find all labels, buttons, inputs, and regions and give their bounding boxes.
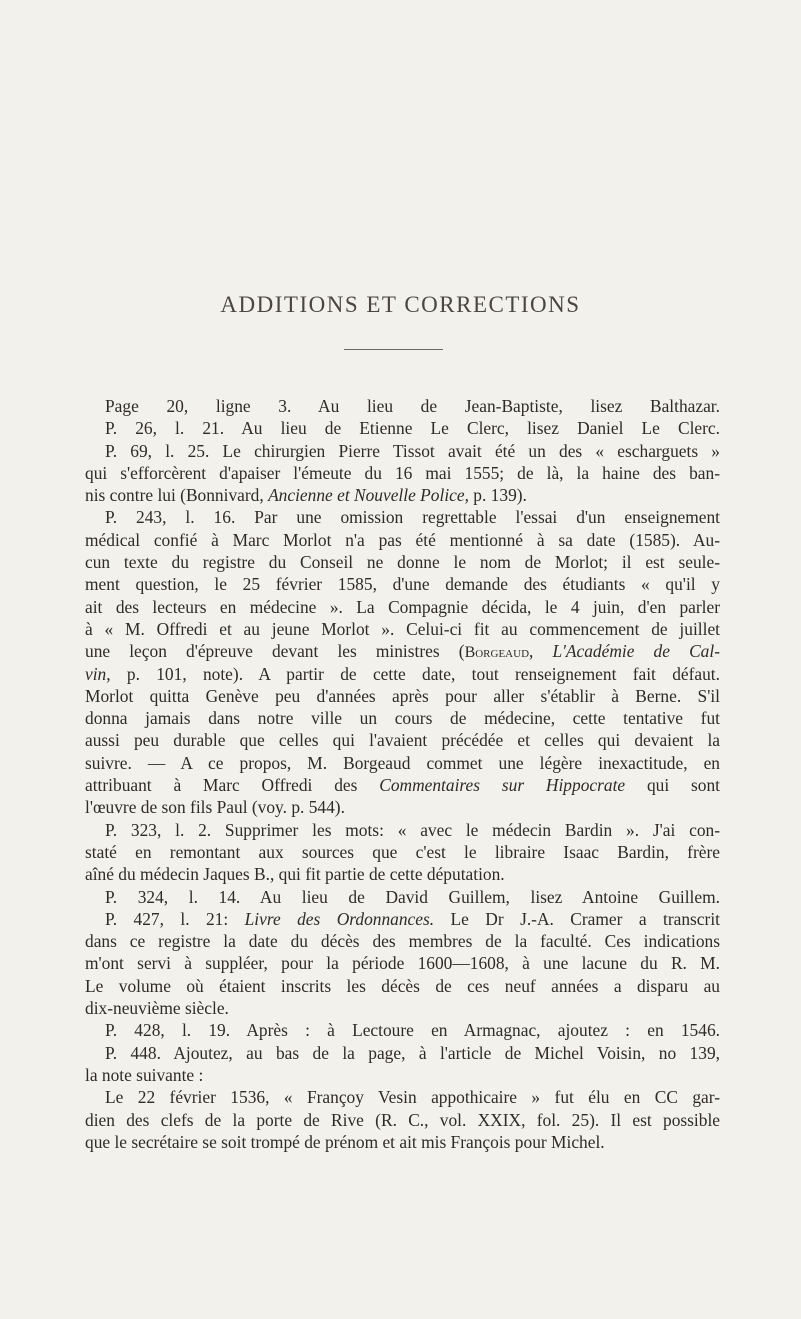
text-line xyxy=(85,417,720,439)
text-segment: Morlot quitta Genève peu d'années après pour aller s'établir à Berne. S'il xyxy=(85,685,720,706)
text-segment: la note suivante : xyxy=(85,1064,204,1085)
text-line xyxy=(85,796,720,818)
text-segment: attribuant à Marc Offredi des xyxy=(85,775,380,796)
text-line xyxy=(85,1042,720,1064)
text-segment: qui sont xyxy=(625,775,720,796)
text-line xyxy=(85,908,720,930)
italic-text: Commentaires sur Hippocrate xyxy=(379,775,626,796)
text-segment: cun texte du registre du Conseil ne donne le nom de Morlot; il est seule- xyxy=(85,552,720,573)
text-line xyxy=(85,774,720,796)
text-line xyxy=(85,506,720,528)
text-segment: ment question, le 25 février 1585, d'une demande des étudiants « qu'il y xyxy=(85,574,720,595)
text-segment: P. 324, l. 14. Au lieu de David Guillem, lisez Antoine Guillem. xyxy=(105,886,720,907)
page-title: ADDITIONS ET CORRECTIONS xyxy=(220,292,581,317)
text-segment: dans ce registre la date du décès des membres de la faculté. Ces indications xyxy=(85,931,720,952)
text-line xyxy=(85,863,720,885)
text-segment: Le Dr J.-A. Cramer a transcrit xyxy=(434,908,720,929)
text-segment: dien des clefs de la porte de Rive (R. C., vol. XXIX, fol. 25). Il est possible xyxy=(85,1109,720,1130)
text-segment: P. 448. Ajoutez, au bas de la page, à l'article de Michel Voisin, no 139, xyxy=(105,1042,720,1063)
text-segment: dix-neuvième siècle. xyxy=(85,998,229,1019)
text-line xyxy=(85,551,720,573)
text-line xyxy=(85,596,720,618)
text-line xyxy=(85,930,720,952)
text-segment: P. 427, l. 21: xyxy=(105,908,245,929)
text-segment: aussi peu durable que celles qui l'avaient précédée et celles qui devaient la xyxy=(85,730,720,751)
text-segment: m'ont servi à suppléer, pour la période 1600—1608, à une lacune du R. M. xyxy=(85,953,720,974)
text-line xyxy=(85,1131,720,1153)
text-segment: p. 139). xyxy=(468,485,527,506)
text-line xyxy=(85,729,720,751)
text-line xyxy=(85,440,720,462)
italic-text: vin, xyxy=(85,663,111,684)
text-segment: ait des lecteurs en médecine ». La Compagnie décida, le 4 juin, d'en parler xyxy=(85,596,720,617)
text-line xyxy=(85,573,720,595)
text-line xyxy=(85,1086,720,1108)
text-line xyxy=(85,1019,720,1041)
text-segment: une leçon d'épreuve devant les ministres ( xyxy=(85,641,465,662)
text-line xyxy=(85,997,720,1019)
text-line xyxy=(85,841,720,863)
text-segment: à « M. Offredi et au jeune Morlot ». Celui-ci fit au commencement de juillet xyxy=(85,618,720,639)
text-segment: médical confié à Marc Morlot n'a pas été mentionné à sa date (1585). Au- xyxy=(85,529,720,550)
italic-text: Livre des Ordonnances. xyxy=(244,908,435,929)
text-line xyxy=(85,1109,720,1131)
text-segment: que le secrétaire se soit trompé de prénom et ait mis François pour Michel. xyxy=(85,1131,605,1152)
text-line xyxy=(85,640,720,662)
text-segment: P. 323, l. 2. Supprimer les mots: « avec le médecin Bardin ». J'ai con- xyxy=(105,819,720,840)
text-line xyxy=(85,975,720,997)
title-divider xyxy=(344,349,443,350)
text-segment: staté en remontant aux sources que c'est le libraire Isaac Bardin, frère xyxy=(85,841,720,862)
text-segment: aîné du médecin Jaques B., qui fit partie de cette députation. xyxy=(85,864,505,885)
text-line xyxy=(85,707,720,729)
text-line xyxy=(85,685,720,707)
text-line xyxy=(85,395,720,417)
text-line xyxy=(85,752,720,774)
text-segment: P. 428, l. 19. Après : à Lectoure en Armagnac, ajoutez : en 1546. xyxy=(105,1020,720,1041)
text-segment: P. 69, l. 25. Le chirurgien Pierre Tissot avait été un des « escharguets » xyxy=(105,440,720,461)
text-line xyxy=(85,663,720,685)
text-line xyxy=(85,529,720,551)
text-segment: Page 20, ligne 3. Au lieu de Jean-Baptiste, lisez Balthazar. xyxy=(105,396,720,416)
text-line xyxy=(85,886,720,908)
text-segment: l'œuvre de son fils Paul (voy. p. 544). xyxy=(85,797,345,818)
text-line xyxy=(85,462,720,484)
italic-text: Ancienne et Nouvelle Police, xyxy=(268,485,469,506)
text-line xyxy=(85,1064,720,1086)
text-line xyxy=(85,819,720,841)
text-segment: nis contre lui (Bonnivard, xyxy=(85,485,269,506)
text-segment: Le volume où étaient inscrits les décès de ces neuf années a disparu au xyxy=(85,975,720,996)
text-line xyxy=(85,952,720,974)
text-segment: suivre. — A ce propos, M. Borgeaud commet une légère inexactitude, en xyxy=(85,752,720,773)
text-segment: p. 101, note). A partir de cette date, tout renseignement fait défaut. xyxy=(110,663,720,684)
text-line xyxy=(85,618,720,640)
text-segment: P. 26, l. 21. Au lieu de Etienne Le Clerc, lisez Daniel Le Clerc. xyxy=(105,418,720,439)
text-segment: donna jamais dans notre ville un cours de médecine, cette tentative fut xyxy=(85,708,720,729)
text-segment: P. 243, l. 16. Par une omission regrettable l'essai d'un enseignement xyxy=(105,507,720,528)
corrections-text xyxy=(85,395,720,1153)
text-segment: , xyxy=(529,641,553,662)
text-segment: qui s'efforcèrent d'apaiser l'émeute du 16 mai 1555; de là, la haine des ban- xyxy=(85,462,720,483)
italic-text: L'Académie de Cal- xyxy=(552,641,720,662)
author-name: Borgeaud xyxy=(464,644,530,662)
text-segment: Le 22 février 1536, « Françoy Vesin appothicaire » fut élu en CC gar- xyxy=(105,1087,720,1108)
text-line xyxy=(85,484,720,506)
